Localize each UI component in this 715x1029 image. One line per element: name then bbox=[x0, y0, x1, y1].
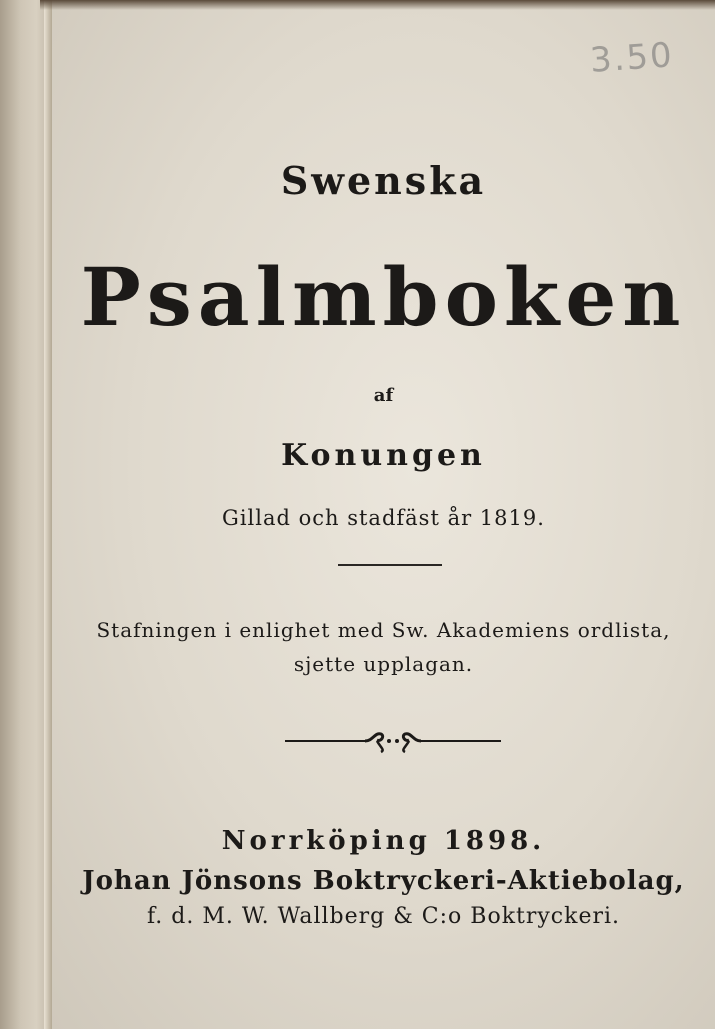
spine-edge bbox=[44, 0, 52, 1029]
divider-rule bbox=[338, 564, 442, 566]
title-line-psalmboken: Psalmboken bbox=[80, 250, 687, 344]
approval-line: Gillad och stadfäst år 1819. bbox=[222, 506, 545, 530]
title-line-konungen: Konungen bbox=[281, 438, 486, 473]
imprint-former-printer: f. d. M. W. Wallberg & C:o Boktryckeri. bbox=[146, 904, 621, 929]
title-line-swenska: Swenska bbox=[280, 158, 487, 203]
top-shadow bbox=[40, 0, 715, 10]
pencil-price-note: 3.50 bbox=[588, 35, 675, 81]
imprint-city-year: Norrköping 1898. bbox=[221, 826, 546, 856]
spelling-note-line2: sjette upplagan. bbox=[293, 652, 474, 676]
spelling-note-line1: Stafningen i enlighet med Sw. Akademiens ordlista, bbox=[96, 618, 671, 642]
ornament-divider bbox=[285, 728, 501, 754]
imprint-printer: Johan Jönsons Boktryckeri-Aktiebolag, bbox=[82, 866, 685, 896]
title-line-af: af bbox=[373, 385, 394, 406]
